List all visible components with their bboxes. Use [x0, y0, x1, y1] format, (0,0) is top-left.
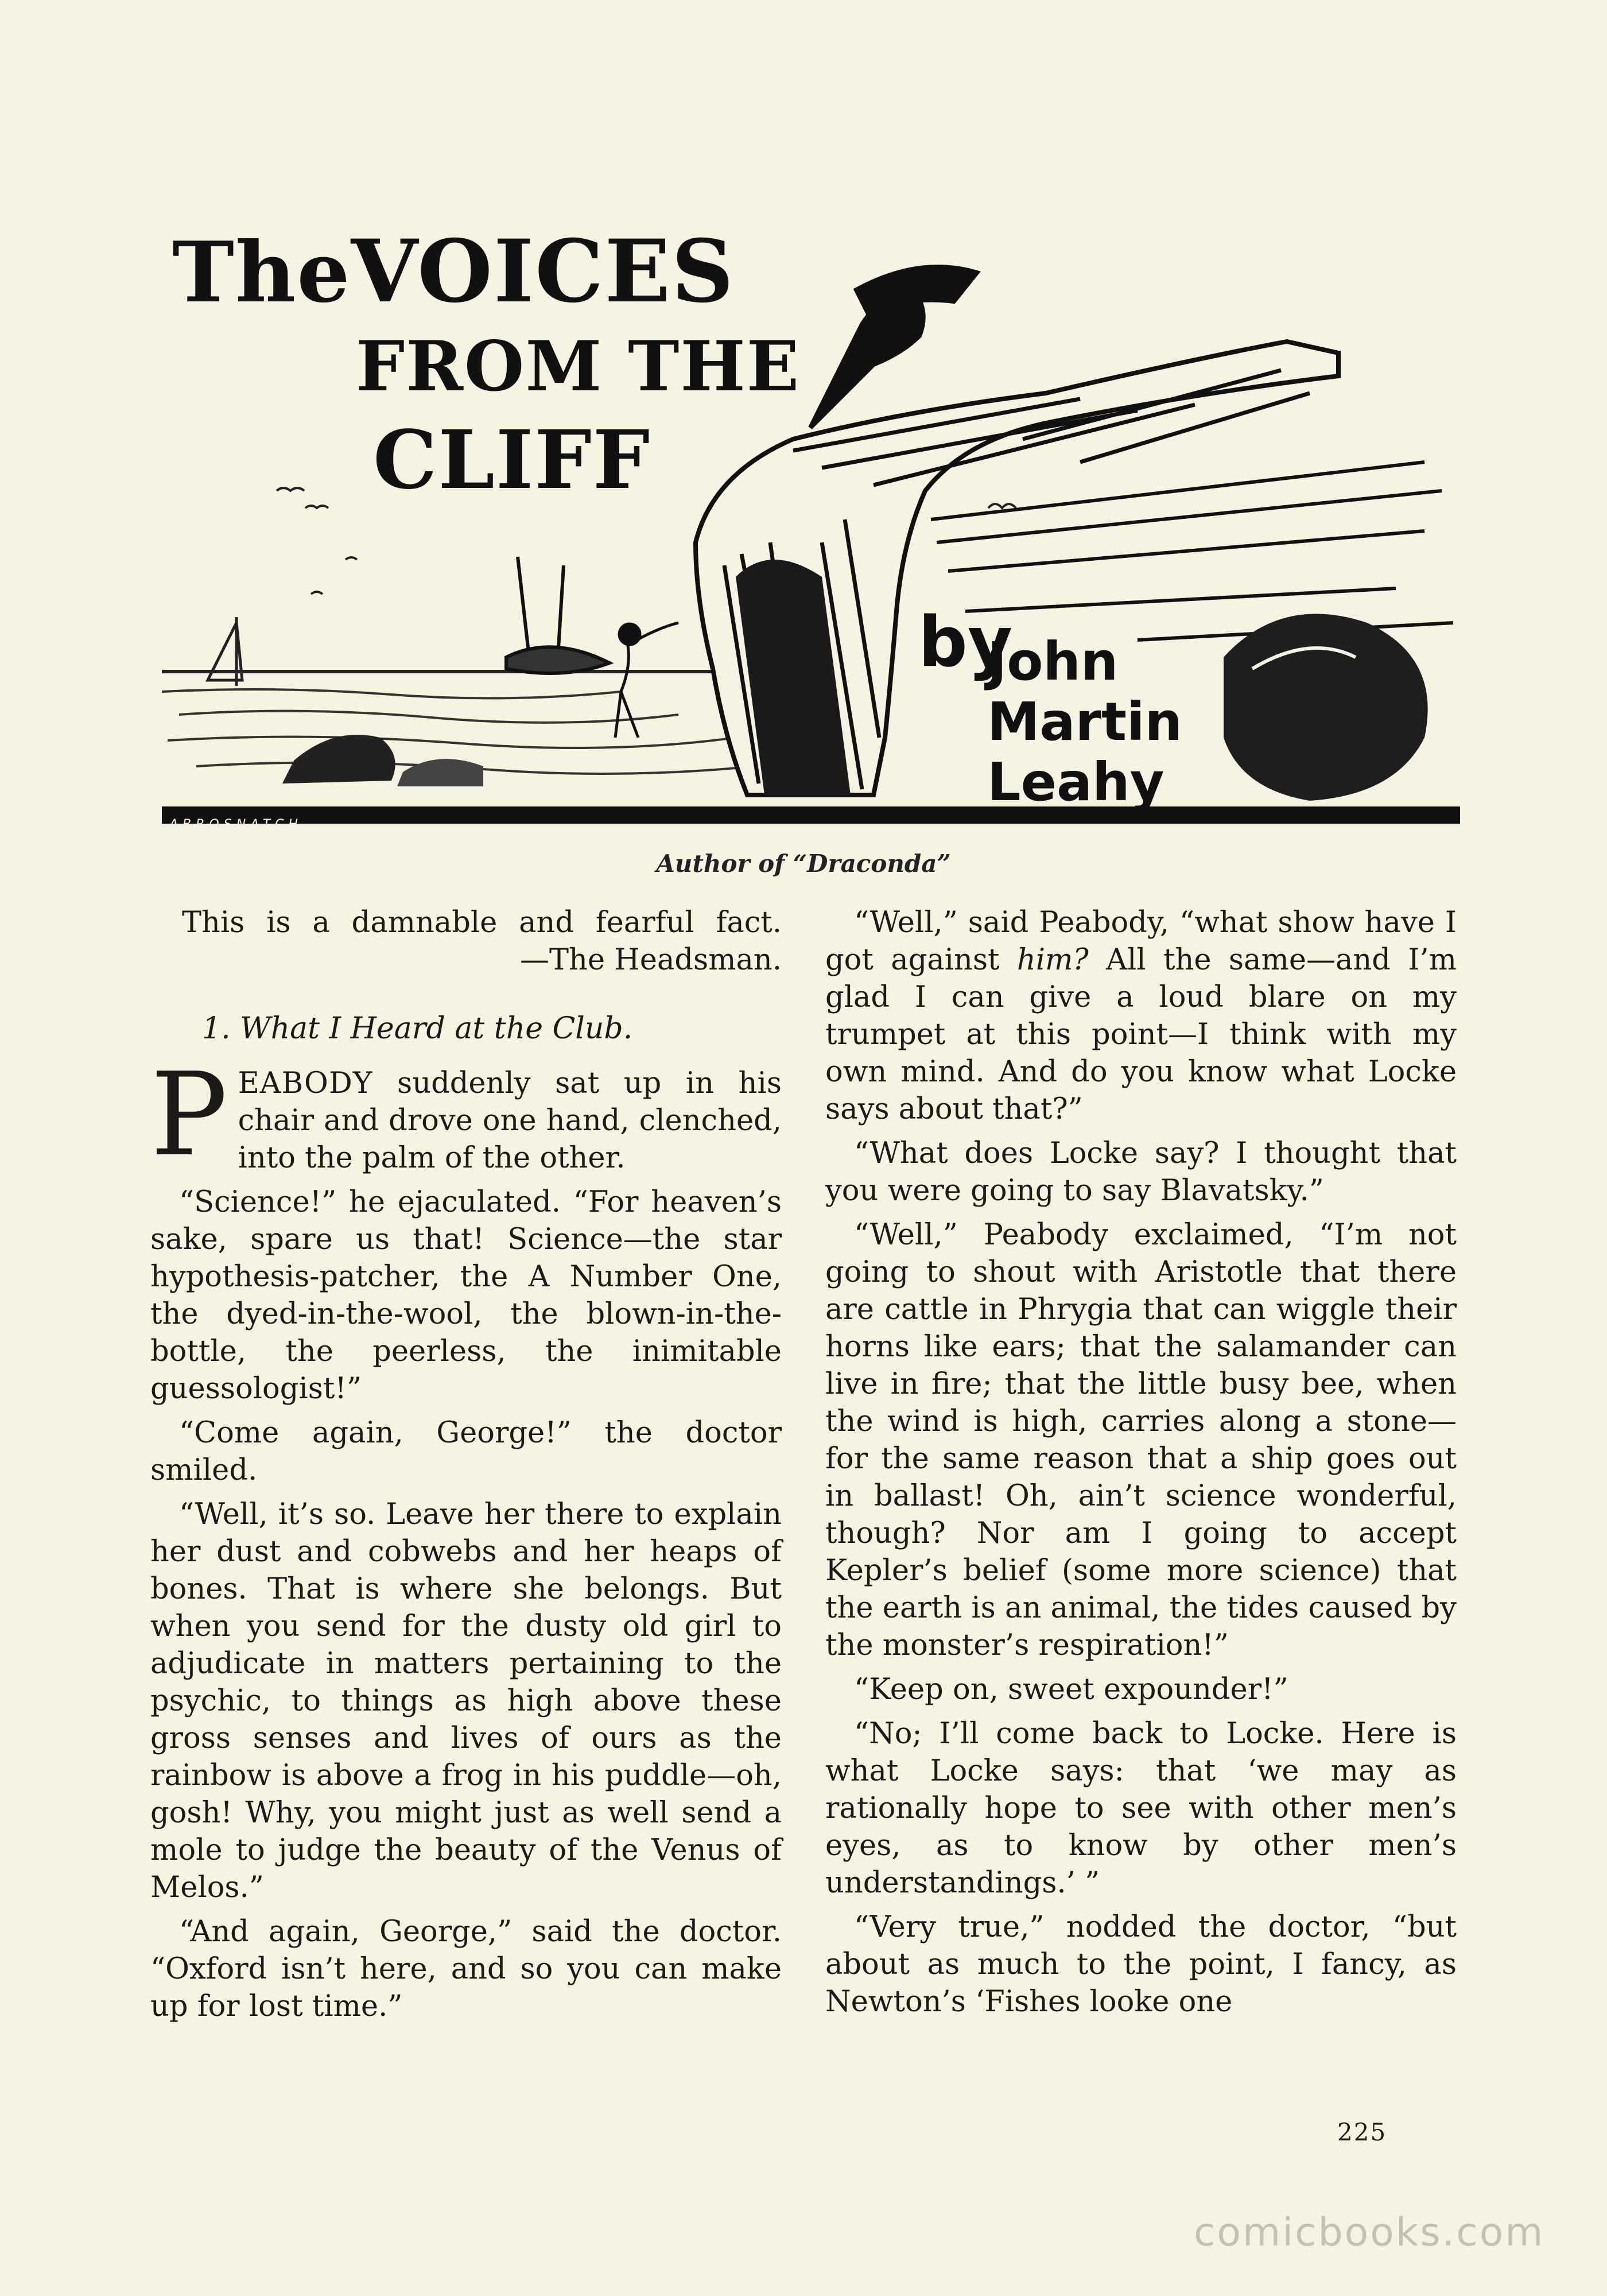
author-note: Author of “Draconda”	[656, 850, 951, 878]
section-heading: 1. What I Heard at the Club.	[202, 1011, 633, 1046]
title-voices: VOICES	[351, 221, 735, 322]
byline-author	[987, 631, 1182, 812]
paragraph: “Very true,” nodded the doctor, “but about as much to the point, I fancy, as Newton’s ‘Fishes looke one	[825, 1910, 1457, 2019]
paragraph: “Well, it’s so. Leave her there to explain her dust and cobwebs and her heaps of bones. That is where she belongs. But when you send for the dusty old girl to adjudicate in matters pertaining to the psychic, to things as high above these gross senses and lives of ours as the rainbow is above a frog in his puddle—oh, gosh! Why, you might just as well send a mole to judge the beauty of the Venus of Melos.”	[150, 1498, 782, 1905]
epigraph-source: —The Headsman.	[520, 943, 782, 977]
paragraph: “What does Locke say? I thought that you were going to say Blavatsky.”	[825, 1137, 1457, 1208]
author-first-name: John	[987, 631, 1119, 692]
paragraph: “Well,” Peabody exclaimed, “I’m not going to shout with Aristotle that there are cattle in Phrygia that can wiggle their horns like ears; that the salamander can live in fire; that the little busy bee, when the wind is high, carries along a stone—for the same reason that a ship goes out in ballast! Oh, ain’t science wonderful, though? Nor am I going to accept Kepler’s belief (some more science) that the earth is an animal, the tides caused by the monster’s respiration!”	[825, 1218, 1457, 1662]
left-column	[150, 904, 782, 2032]
paragraph	[150, 1048, 782, 1182]
paragraph: “Keep on, sweet expounder!”	[854, 1673, 1288, 1707]
title-line-1	[172, 221, 735, 322]
opening-word: EABODY	[238, 1066, 373, 1100]
epigraph	[182, 904, 782, 979]
watermark: comicbooks.com	[1194, 2210, 1545, 2255]
illustrator-signature: ABROSNATCH	[169, 817, 302, 832]
right-column	[825, 904, 1457, 2027]
title-line-3: CLIFF	[373, 413, 651, 507]
author-middle-name: Martin	[987, 691, 1183, 753]
paragraph-text: “Well,” said Peabody, “what show have I got against	[825, 906, 1457, 977]
author-last-name: Leahy	[987, 751, 1165, 813]
emphasis: him?	[1016, 943, 1089, 977]
page-number: 225	[1337, 2118, 1387, 2146]
paragraph: “Science!” he ejaculated. “For heaven’s sake, spare us that! Science—the star hypothesis-patcher, the A Number One, the dyed-in-the-wool, the blown-in-the-bottle, the peerless, the inimitable guessologist!”	[150, 1185, 782, 1406]
title-the: The	[172, 224, 351, 321]
paragraph-text: suddenly sat up in his chair and drove one hand, clenched, into the palm of the other.	[238, 1066, 782, 1175]
title-line-2: FROM THE	[356, 326, 801, 407]
paragraph	[825, 904, 1457, 1128]
epigraph-text: This is a damnable and fearful fact.	[182, 906, 782, 940]
byline-by: by	[918, 603, 1013, 682]
drop-cap: P	[150, 1048, 228, 1182]
paragraph: “Come again, George!” the doctor smiled.	[150, 1416, 782, 1487]
paragraph-text: All the same—and I’m glad I can give a loud blare on my trumpet at this point—I think with my own mind. And do you know what Locke says about that?”	[825, 943, 1457, 1126]
paragraph: “No; I’ll come back to Locke. Here is what Locke says: that ‘we may as rationally hope to see with other men’s eyes, as to know by other men’s understandings.’ ”	[825, 1717, 1457, 1900]
paragraph: “And again, George,” said the doctor. “Oxford isn’t here, and so you can make up for lost time.”	[150, 1915, 782, 2023]
